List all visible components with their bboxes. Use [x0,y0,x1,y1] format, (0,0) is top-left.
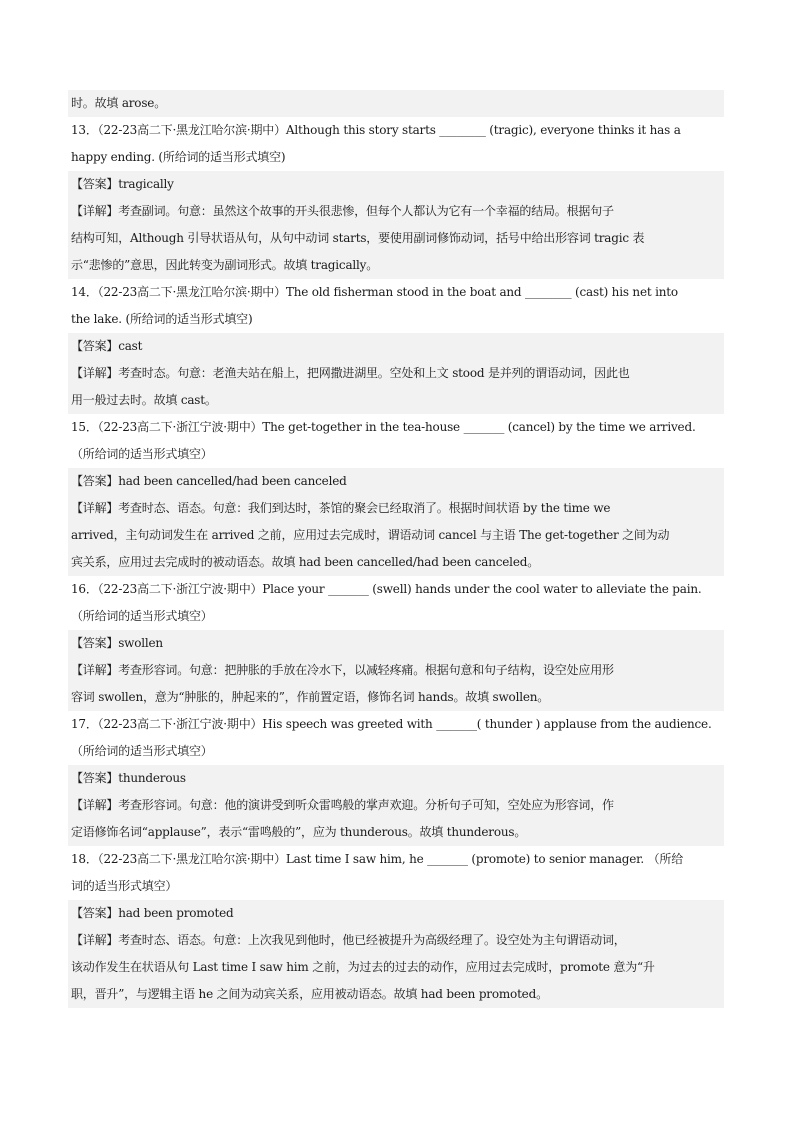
question-18-line-2: 词的适当形式填空） [71,879,178,893]
question-18-line-1: 18．（22-23高二下·黑龙江哈尔滨·期中）Last time I saw him, he _______ (promote) to senior manager. （所给 [71,852,684,866]
explanation-17-line-1: 【详解】考查形容词。句意：他的演讲受到听众雷鸣般的掌声欢迎。分析句子可知，空处应为形容词，作 [68,792,724,819]
explanation-14-line-1: 【详解】考查时态。句意：老渔夫站在船上，把网撒进湖里。空处和上文 stood 是并列的谓语动词，因此也 [68,360,724,387]
answer-16: 【答案】swollen [68,630,724,657]
answer-17: 【答案】thunderous [68,765,724,792]
answer-15: 【答案】had been cancelled/had been canceled [68,468,724,495]
text-line: 时。故填 arose。 [68,90,724,117]
question-13-line-1: 13．（22-23高二下·黑龙江哈尔滨·期中）Although this story starts ________ (tragic), everyone thinks it has a [71,123,681,137]
document-page [68,90,724,1008]
answer-13: 【答案】tragically [68,171,724,198]
explanation-16-line-2: 容词 swollen，意为“肿胀的，肿起来的”，作前置定语，修饰名词 hands。故填 swollen。 [68,684,724,711]
explanation-14-line-2: 用一般过去时。故填 cast。 [68,387,724,414]
question-17-line-2: （所给词的适当形式填空） [71,744,213,758]
explanation-13-line-3: 示“悲惨的”意思，因此转变为副词形式。故填 tragically。 [68,252,724,279]
answer-14: 【答案】cast [68,333,724,360]
question-13-line-2: happy ending. (所给词的适当形式填空) [71,150,286,164]
question-15-line-2: （所给词的适当形式填空） [71,447,213,461]
explanation-15-line-1: 【详解】考查时态、语态。句意：我们到达时，茶馆的聚会已经取消了。根据时间状语 by the time we [68,495,724,522]
explanation-15-line-2: arrived，主句动词发生在 arrived 之前，应用过去完成时，谓语动词 cancel 与主语 The get-together 之间为动 [68,522,724,549]
explanation-13-line-2: 结构可知，Although 引导状语从句，从句中动词 starts，要使用副词修饰动词，括号中给出形容词 tragic 表 [68,225,724,252]
question-14-line-1: 14．（22-23高二下·黑龙江哈尔滨·期中）The old fisherman stood in the boat and ________ (cast) his net into [71,285,678,299]
question-17-line-1: 17．（22-23高二下·浙江宁波·期中）His speech was greeted with _______( thunder ) applause from the audience. [71,717,712,731]
explanation-18-line-1: 【详解】考查时态、语态。句意：上次我见到他时，他已经被提升为高级经理了。设空处为主句谓语动词， [68,927,724,954]
answer-18: 【答案】had been promoted [68,900,724,927]
explanation-15-line-3: 宾关系，应用过去完成时的被动语态。故填 had been cancelled/had been canceled。 [68,549,724,576]
explanation-18-line-3: 职，晋升”，与逻辑主语 he 之间为动宾关系，应用被动语态。故填 had been promoted。 [68,981,724,1008]
question-16-line-2: （所给词的适当形式填空） [71,609,213,623]
question-14-line-2: the lake. (所给词的适当形式填空) [71,312,253,326]
explanation-18-line-2: 该动作发生在状语从句 Last time I saw him 之前，为过去的过去的动作，应用过去完成时，promote 意为“升 [68,954,724,981]
explanation-16-line-1: 【详解】考查形容词。句意：把肿胀的手放在冷水下，以减轻疼痛。根据句意和句子结构，设空处应用形 [68,657,724,684]
explanation-17-line-2: 定语修饰名词“applause”，表示“雷鸣般的”，应为 thunderous。故填 thunderous。 [68,819,724,846]
question-15-line-1: 15．（22-23高二下·浙江宁波·期中）The get-together in the tea-house _______ (cancel) by the time we arrived. [71,420,696,434]
explanation-13-line-1: 【详解】考查副词。句意：虽然这个故事的开头很悲惨，但每个人都认为它有一个幸福的结局。根据句子 [68,198,724,225]
question-16-line-1: 16．（22-23高二下·浙江宁波·期中）Place your _______ (swell) hands under the cool water to alleviate the pain. [71,582,702,596]
